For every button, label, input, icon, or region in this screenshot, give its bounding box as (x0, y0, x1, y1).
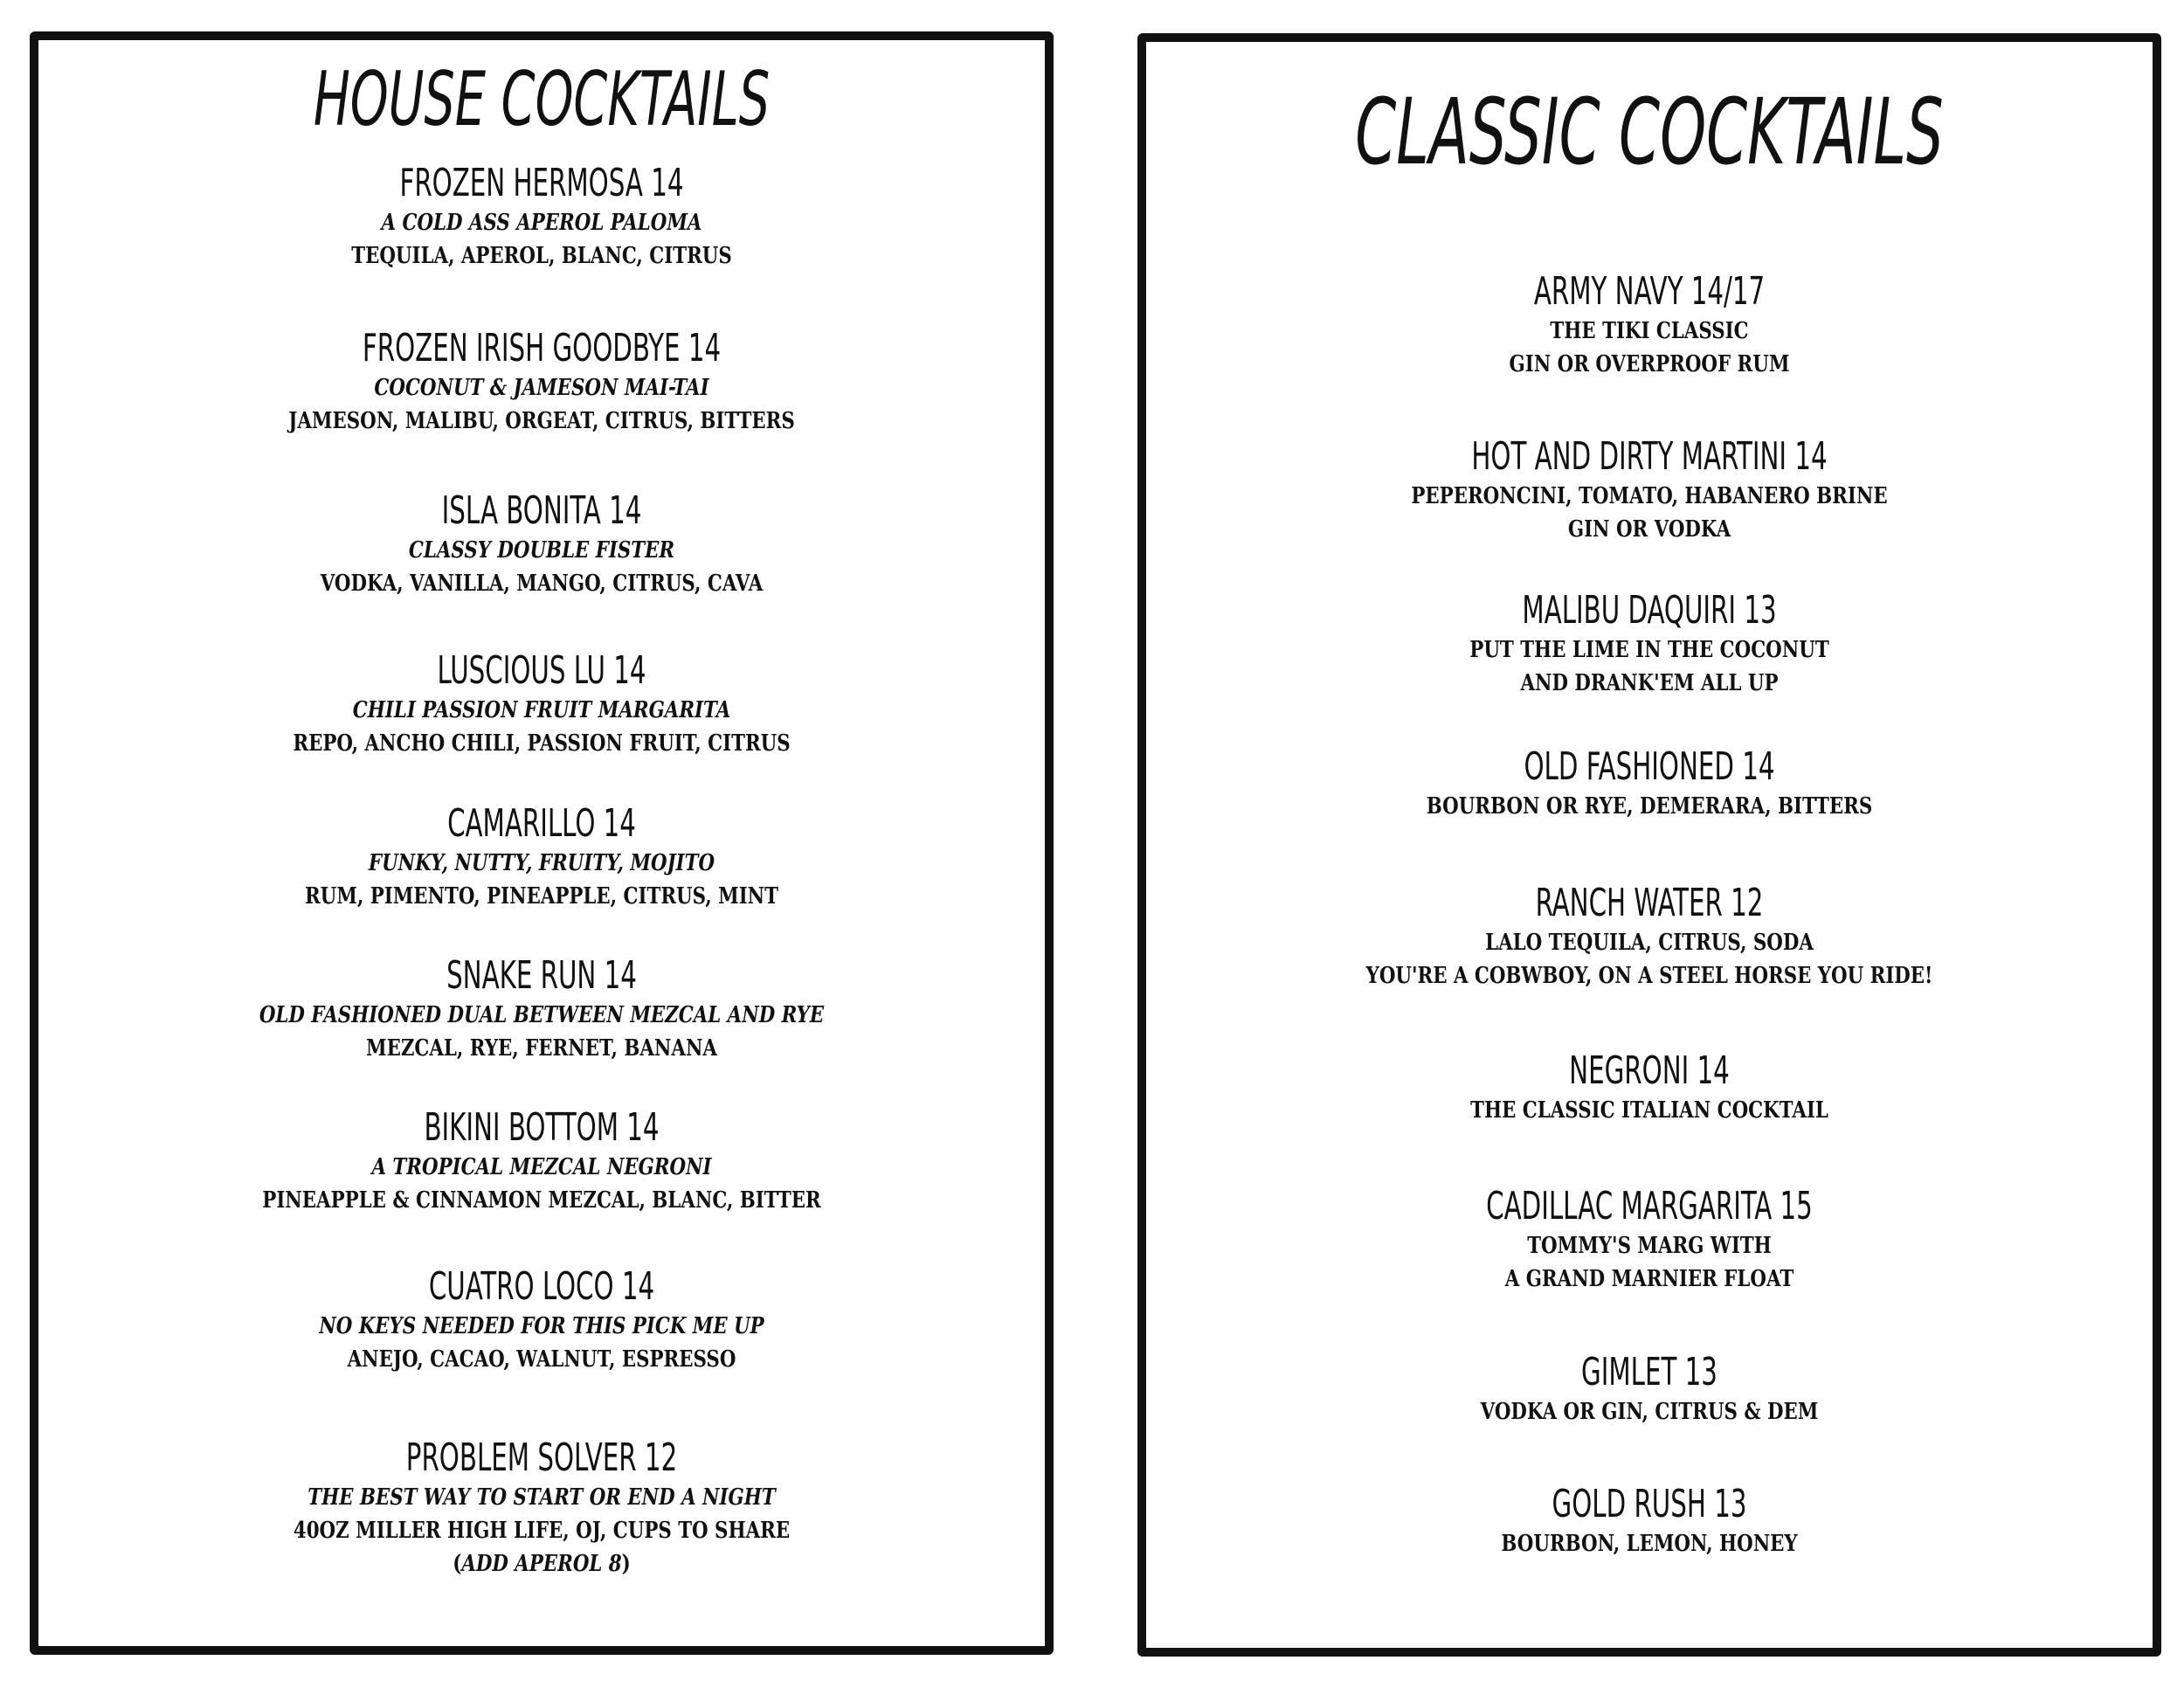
item-line: THE CLASSIC ITALIAN COCKTAIL (1470, 1097, 1828, 1124)
item-tagline: THE BEST WAY TO START OR END A NIGHT (308, 1484, 776, 1511)
item-ingredients: 40OZ MILLER HIGH LIFE, OJ, CUPS TO SHARE (293, 1518, 791, 1544)
menu-item-hot-and-dirty-martini (1146, 434, 2153, 546)
item-tagline: OLD FASHIONED DUAL BETWEEN MEZCAL AND RYE (259, 1002, 825, 1028)
classic-cocktails-panel (1137, 33, 2161, 1657)
menu-item-isla-bonita (38, 488, 1045, 600)
menu-item-luscious-lu (38, 648, 1045, 760)
classic-cocktails-title: CLASSIC COCKTAILS (1355, 79, 1944, 185)
house-cocktails-title: HOUSE COCKTAILS (313, 56, 771, 143)
menu-item-camarillo (38, 801, 1045, 913)
item-tagline: CHILI PASSION FRUIT MARGARITA (352, 697, 731, 723)
item-line: LALO TEQUILA, CITRUS, SODA (1485, 930, 1814, 956)
item-name: FROZEN IRISH GOODBYE 14 (362, 326, 722, 370)
item-tagline: A TROPICAL MEZCAL NEGRONI (371, 1154, 712, 1180)
item-name: LUSCIOUS LU 14 (437, 648, 646, 693)
menu-item-cuatro-loco (38, 1264, 1045, 1376)
item-line: BOURBON OR RYE, DEMERARA, BITTERS (1426, 793, 1873, 820)
item-name: CAMARILLO 14 (447, 801, 636, 846)
item-name: RANCH WATER 12 (1535, 881, 1764, 925)
item-name: BIKINI BOTTOM 14 (424, 1105, 660, 1150)
menu-item-frozen-irish-goodbye (38, 326, 1045, 438)
menu-item-frozen-hermosa (38, 161, 1045, 273)
item-ingredients: VODKA, VANILLA, MANGO, CITRUS, CAVA (320, 571, 764, 597)
item-name: GIMLET 13 (1581, 1350, 1717, 1394)
item-ingredients: TEQUILA, APEROL, BLANC, CITRUS (351, 243, 732, 269)
item-line: PUT THE LIME IN THE COCONUT (1469, 637, 1829, 663)
item-name: PROBLEM SOLVER 12 (405, 1435, 678, 1480)
item-name: NEGRONI 14 (1569, 1048, 1730, 1093)
menu-item-bikini-bottom (38, 1105, 1045, 1217)
menu-item-problem-solver (38, 1435, 1045, 1581)
menu-item-cadillac-margarita (1146, 1184, 2153, 1296)
item-line: VODKA OR GIN, CITRUS & DEM (1480, 1399, 1819, 1425)
item-tagline: A COLD ASS APEROL PALOMA (381, 210, 702, 236)
menu-item-gimlet (1146, 1350, 2153, 1429)
item-ingredients: REPO, ANCHO CHILI, PASSION FRUIT, CITRUS (293, 730, 791, 757)
item-tagline: NO KEYS NEEDED FOR THIS PICK ME UP (319, 1313, 764, 1339)
item-add-on-note (129, 1547, 955, 1581)
menu-item-malibu-daquiri (1146, 588, 2153, 700)
house-cocktails-panel (30, 31, 1054, 1655)
item-line: BOURBON, LEMON, HONEY (1501, 1531, 1798, 1557)
item-line: THE TIKI CLASSIC (1550, 318, 1749, 344)
menu-item-snake-run (38, 953, 1045, 1065)
item-line: AND DRANK'EM ALL UP (1520, 670, 1779, 696)
item-name: SNAKE RUN 14 (446, 953, 637, 998)
item-tagline: FUNKY, NUTTY, FRUITY, MOJITO (368, 850, 715, 876)
item-ingredients: PINEAPPLE & CINNAMON MEZCAL, BLANC, BITTER (262, 1187, 821, 1214)
item-ingredients: MEZCAL, RYE, FERNET, BANANA (366, 1035, 717, 1062)
item-name: GOLD RUSH 13 (1552, 1482, 1747, 1526)
menu-item-negroni (1146, 1048, 2153, 1127)
item-name: ARMY NAVY 14/17 (1533, 269, 1766, 314)
menu-item-gold-rush (1146, 1482, 2153, 1560)
item-line: TOMMY'S MARG WITH (1527, 1233, 1772, 1259)
item-name: ISLA BONITA 14 (441, 488, 642, 533)
item-name: FROZEN HERMOSA 14 (399, 161, 684, 205)
note-open-paren: ( (453, 1551, 462, 1577)
item-tagline: CLASSY DOUBLE FISTER (408, 537, 675, 564)
item-line: A GRAND MARNIER FLOAT (1504, 1266, 1794, 1292)
item-name: CADILLAC MARGARITA 15 (1486, 1184, 1813, 1228)
item-ingredients: ANEJO, CACAO, WALNUT, ESPRESSO (347, 1346, 736, 1373)
menu-item-ranch-water (1146, 881, 2153, 993)
menu-item-army-navy (1146, 269, 2153, 381)
item-name: OLD FASHIONED 14 (1524, 744, 1775, 789)
note-text: ADD APEROL 8 (461, 1551, 622, 1577)
item-line: PEPERONCINI, TOMATO, HABANERO BRINE (1411, 483, 1888, 509)
item-tagline: COCONUT & JAMESON MAI-TAI (374, 375, 709, 401)
item-ingredients: RUM, PIMENTO, PINEAPPLE, CITRUS, MINT (304, 883, 779, 910)
item-line: GIN OR OVERPROOF RUM (1509, 351, 1790, 377)
item-line: YOU'RE A COBWBOY, ON A STEEL HORSE YOU RIDE! (1365, 963, 1933, 989)
item-name: CUATRO LOCO 14 (428, 1264, 655, 1309)
item-ingredients: JAMESON, MALIBU, ORGEAT, CITRUS, BITTERS (288, 408, 795, 434)
item-name: HOT AND DIRTY MARTINI 14 (1471, 434, 1828, 479)
item-name: MALIBU DAQUIRI 13 (1522, 588, 1777, 633)
item-line: GIN OR VODKA (1567, 516, 1731, 543)
menu-item-old-fashioned (1146, 744, 2153, 823)
note-close-paren: ) (621, 1551, 631, 1577)
